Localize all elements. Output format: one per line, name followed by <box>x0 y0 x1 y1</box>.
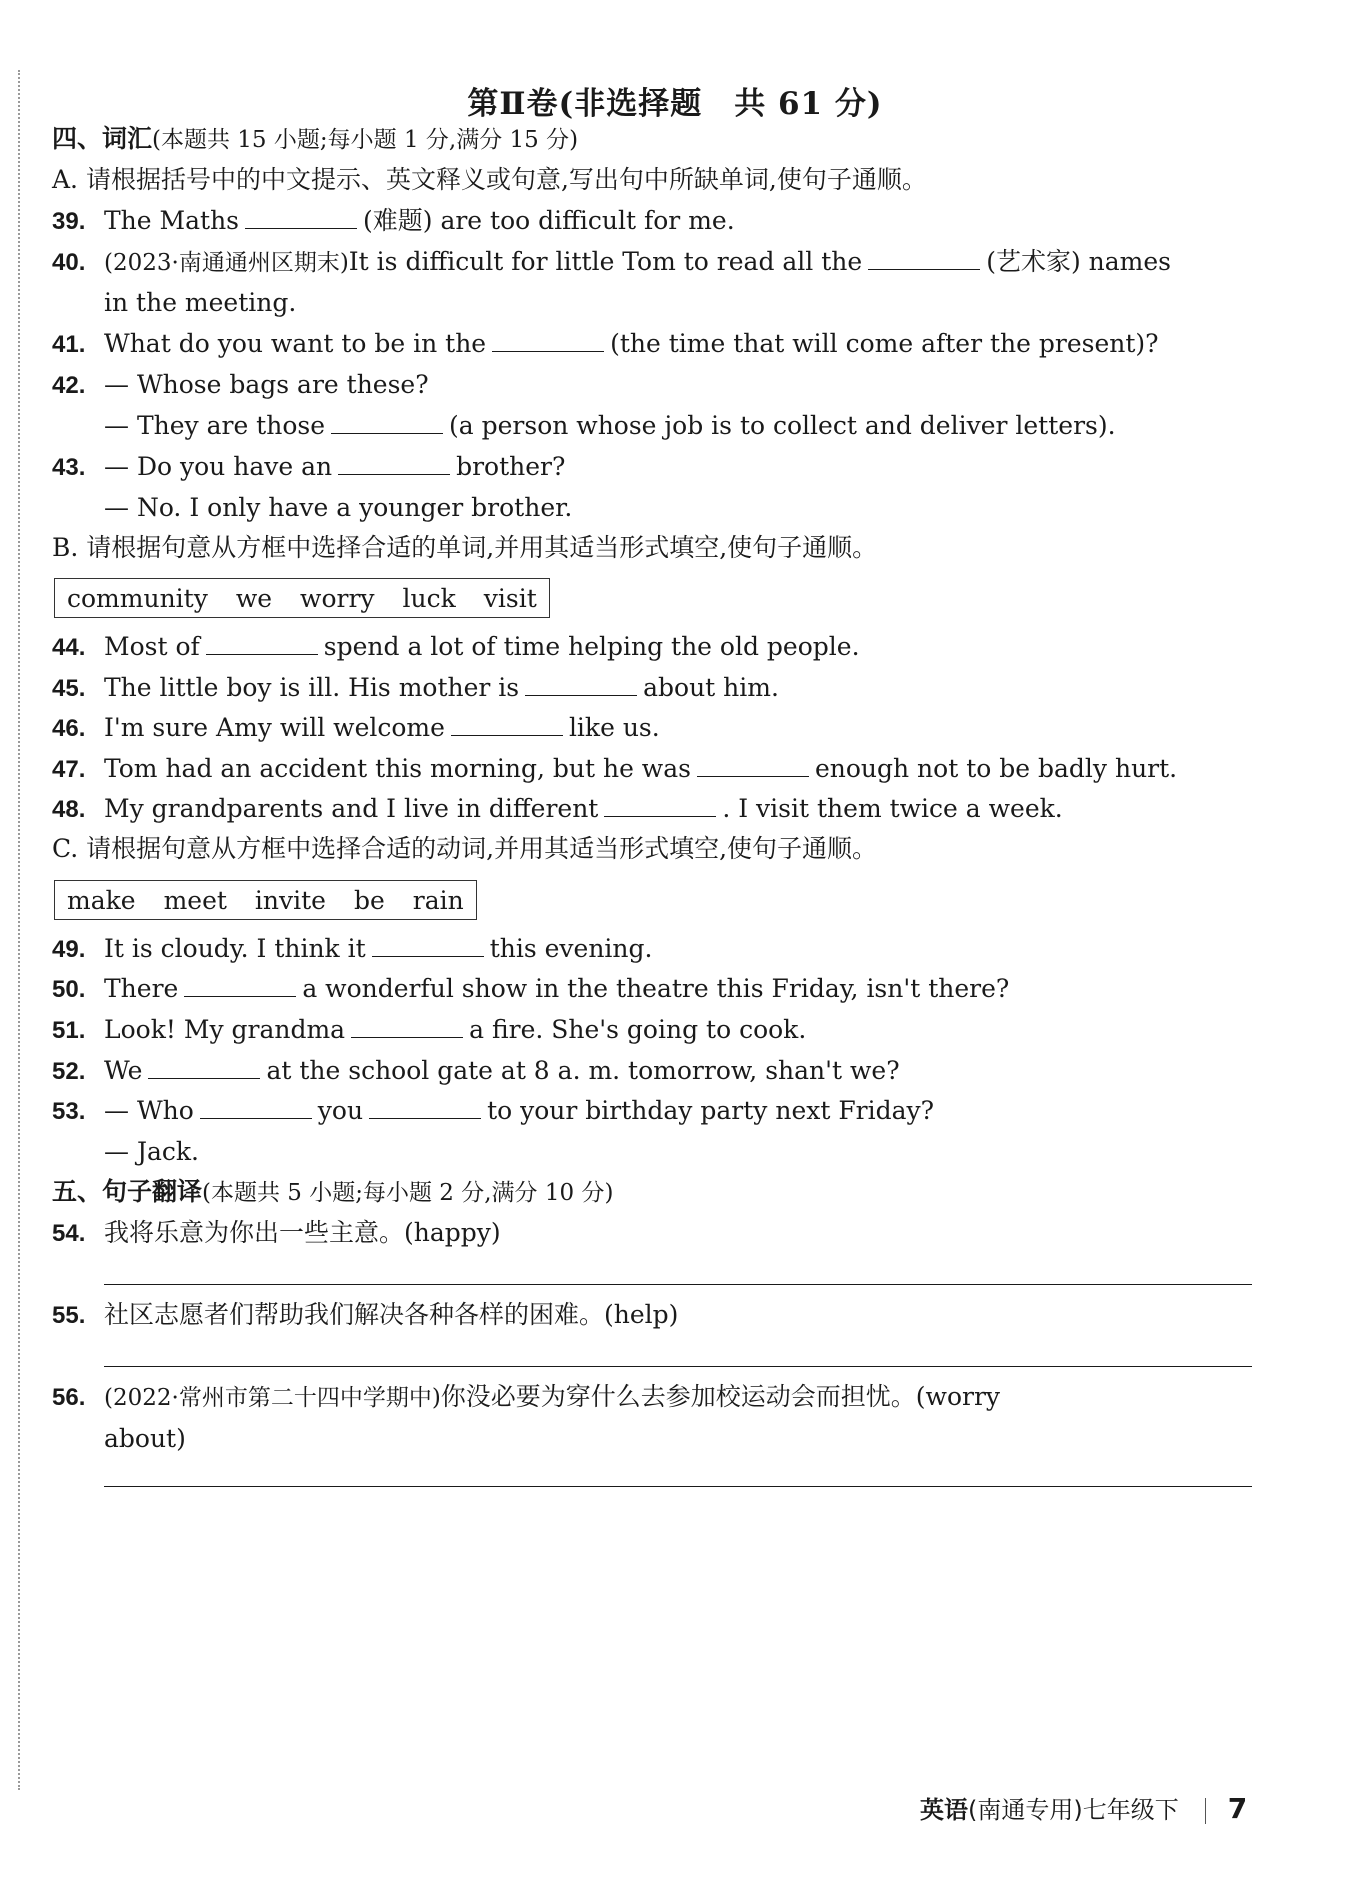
question-56: 56. (2022·常州市第二十四中学期中)你没必要为穿什么去参加校运动会而担忧。(worry <box>52 1380 1000 1415</box>
question-55: 55. 社区志愿者们帮助我们解决各种各样的困难。(help) <box>52 1298 678 1333</box>
footer-divider <box>1205 1798 1206 1824</box>
part-a-instruction: A. 请根据括号中的中文提示、英文释义或句意,写出句中所缺单词,使句子通顺。 <box>52 165 927 194</box>
question-49: 49. It is cloudy. I think it this evening. <box>52 932 652 967</box>
question-52: 52. We at the school gate at 8 a. m. tomorrow, shan't we? <box>52 1054 900 1089</box>
question-42: 42. — Whose bags are these? <box>52 368 429 403</box>
footer-subject: 英语 <box>920 1796 968 1824</box>
answer-blank[interactable] <box>525 671 637 696</box>
section5-heading: 五、句子翻译 <box>52 1177 203 1206</box>
question-46: 46. I'm sure Amy will welcome like us. <box>52 711 660 746</box>
question-number: 47. <box>52 756 86 783</box>
answer-blank[interactable] <box>492 327 604 352</box>
footer-grade: 七年级下 <box>1082 1796 1179 1824</box>
answer-blank[interactable] <box>200 1094 312 1119</box>
question-51: 51. Look! My grandma a fire. She's going to cook. <box>52 1013 806 1048</box>
question-number: 53. <box>52 1098 86 1125</box>
word-option: invite <box>254 886 326 915</box>
word-option: rain <box>412 886 464 915</box>
question-48: 48. My grandparents and I live in different . I visit them twice a week. <box>52 792 1063 827</box>
question-number: 54. <box>52 1220 86 1247</box>
word-box-b <box>54 578 550 618</box>
binding-margin-line <box>18 70 20 1790</box>
page-title: 第Ⅱ卷(非选择题 共 61 分) <box>467 86 883 122</box>
question-53-reply: — Jack. <box>104 1137 199 1166</box>
word-box-c <box>54 880 477 920</box>
question-39: 39. The Maths (难题) are too difficult for me. <box>52 204 735 239</box>
section5-note: (本题共 5 小题;每小题 2 分,满分 10 分) <box>202 1180 614 1206</box>
part-c-instruction: C. 请根据句意从方框中选择合适的动词,并用其适当形式填空,使句子通顺。 <box>52 834 878 863</box>
question-56-cont: about) <box>104 1424 186 1453</box>
answer-blank[interactable] <box>245 204 357 229</box>
question-40-cont: in the meeting. <box>104 288 297 317</box>
section4-heading: 四、词汇 <box>52 124 153 153</box>
page-number: 7 <box>1227 1792 1248 1825</box>
word-option: make <box>67 886 136 915</box>
answer-blank[interactable] <box>184 972 296 997</box>
question-42-reply: — They are those (a person whose job is to collect and deliver letters). <box>104 411 1116 440</box>
question-number: 39. <box>52 208 86 235</box>
question-number: 49. <box>52 936 86 963</box>
section4-heading-line <box>52 122 578 157</box>
word-option: we <box>235 584 273 613</box>
section5-heading-line <box>52 1175 613 1210</box>
question-number: 42. <box>52 372 86 399</box>
question-number: 52. <box>52 1058 86 1085</box>
answer-blank[interactable] <box>451 711 563 736</box>
answer-line[interactable] <box>104 1366 1252 1367</box>
question-number: 41. <box>52 331 86 358</box>
word-option: visit <box>483 584 537 613</box>
answer-line[interactable] <box>104 1284 1252 1285</box>
footer-edition: (南通专用) <box>968 1796 1083 1824</box>
question-number: 44. <box>52 634 86 661</box>
question-number: 46. <box>52 715 86 742</box>
question-47: 47. Tom had an accident this morning, but he was enough not to be badly hurt. <box>52 752 1177 787</box>
question-number: 43. <box>52 454 86 481</box>
question-50: 50. There a wonderful show in the theatre this Friday, isn't there? <box>52 972 1009 1007</box>
question-number: 48. <box>52 796 86 823</box>
answer-blank[interactable] <box>868 245 980 270</box>
question-54: 54. 我将乐意为你出一些主意。(happy) <box>52 1216 501 1251</box>
question-43-reply: — No. I only have a younger brother. <box>104 493 573 522</box>
answer-blank[interactable] <box>206 630 318 655</box>
part-b-instruction: B. 请根据句意从方框中选择合适的单词,并用其适当形式填空,使句子通顺。 <box>52 533 878 562</box>
question-source: (2022·常州市第二十四中学期中) <box>104 1385 441 1411</box>
answer-blank[interactable] <box>148 1054 260 1079</box>
word-option: community <box>67 584 208 613</box>
answer-blank[interactable] <box>338 450 450 475</box>
answer-blank[interactable] <box>372 932 484 957</box>
question-number: 50. <box>52 976 86 1003</box>
question-number: 55. <box>52 1302 86 1329</box>
question-45: 45. The little boy is ill. His mother is about him. <box>52 671 779 706</box>
word-option: be <box>353 886 385 915</box>
question-number: 40. <box>52 249 86 276</box>
question-source: (2023·南通通州区期末) <box>104 250 349 276</box>
answer-blank[interactable] <box>331 409 443 434</box>
page-footer <box>920 1790 1247 1825</box>
question-number: 45. <box>52 675 86 702</box>
answer-blank[interactable] <box>697 752 809 777</box>
question-53: 53. — Who you to your birthday party next Friday? <box>52 1094 934 1129</box>
answer-line[interactable] <box>104 1486 1252 1487</box>
question-44: 44. Most of spend a lot of time helping the old people. <box>52 630 860 665</box>
question-41: 41. What do you want to be in the (the time that will come after the present)? <box>52 327 1159 362</box>
word-option: worry <box>300 584 375 613</box>
word-option: meet <box>163 886 227 915</box>
question-number: 51. <box>52 1017 86 1044</box>
answer-blank[interactable] <box>369 1094 481 1119</box>
answer-blank[interactable] <box>351 1013 463 1038</box>
question-40: 40. (2023·南通通州区期末)It is difficult for little Tom to read all the (艺术家) names <box>52 245 1171 280</box>
question-43: 43. — Do you have an brother? <box>52 450 565 485</box>
question-number: 56. <box>52 1384 86 1411</box>
section4-note: (本题共 15 小题;每小题 1 分,满分 15 分) <box>152 127 579 153</box>
word-option: luck <box>402 584 456 613</box>
answer-blank[interactable] <box>604 792 716 817</box>
